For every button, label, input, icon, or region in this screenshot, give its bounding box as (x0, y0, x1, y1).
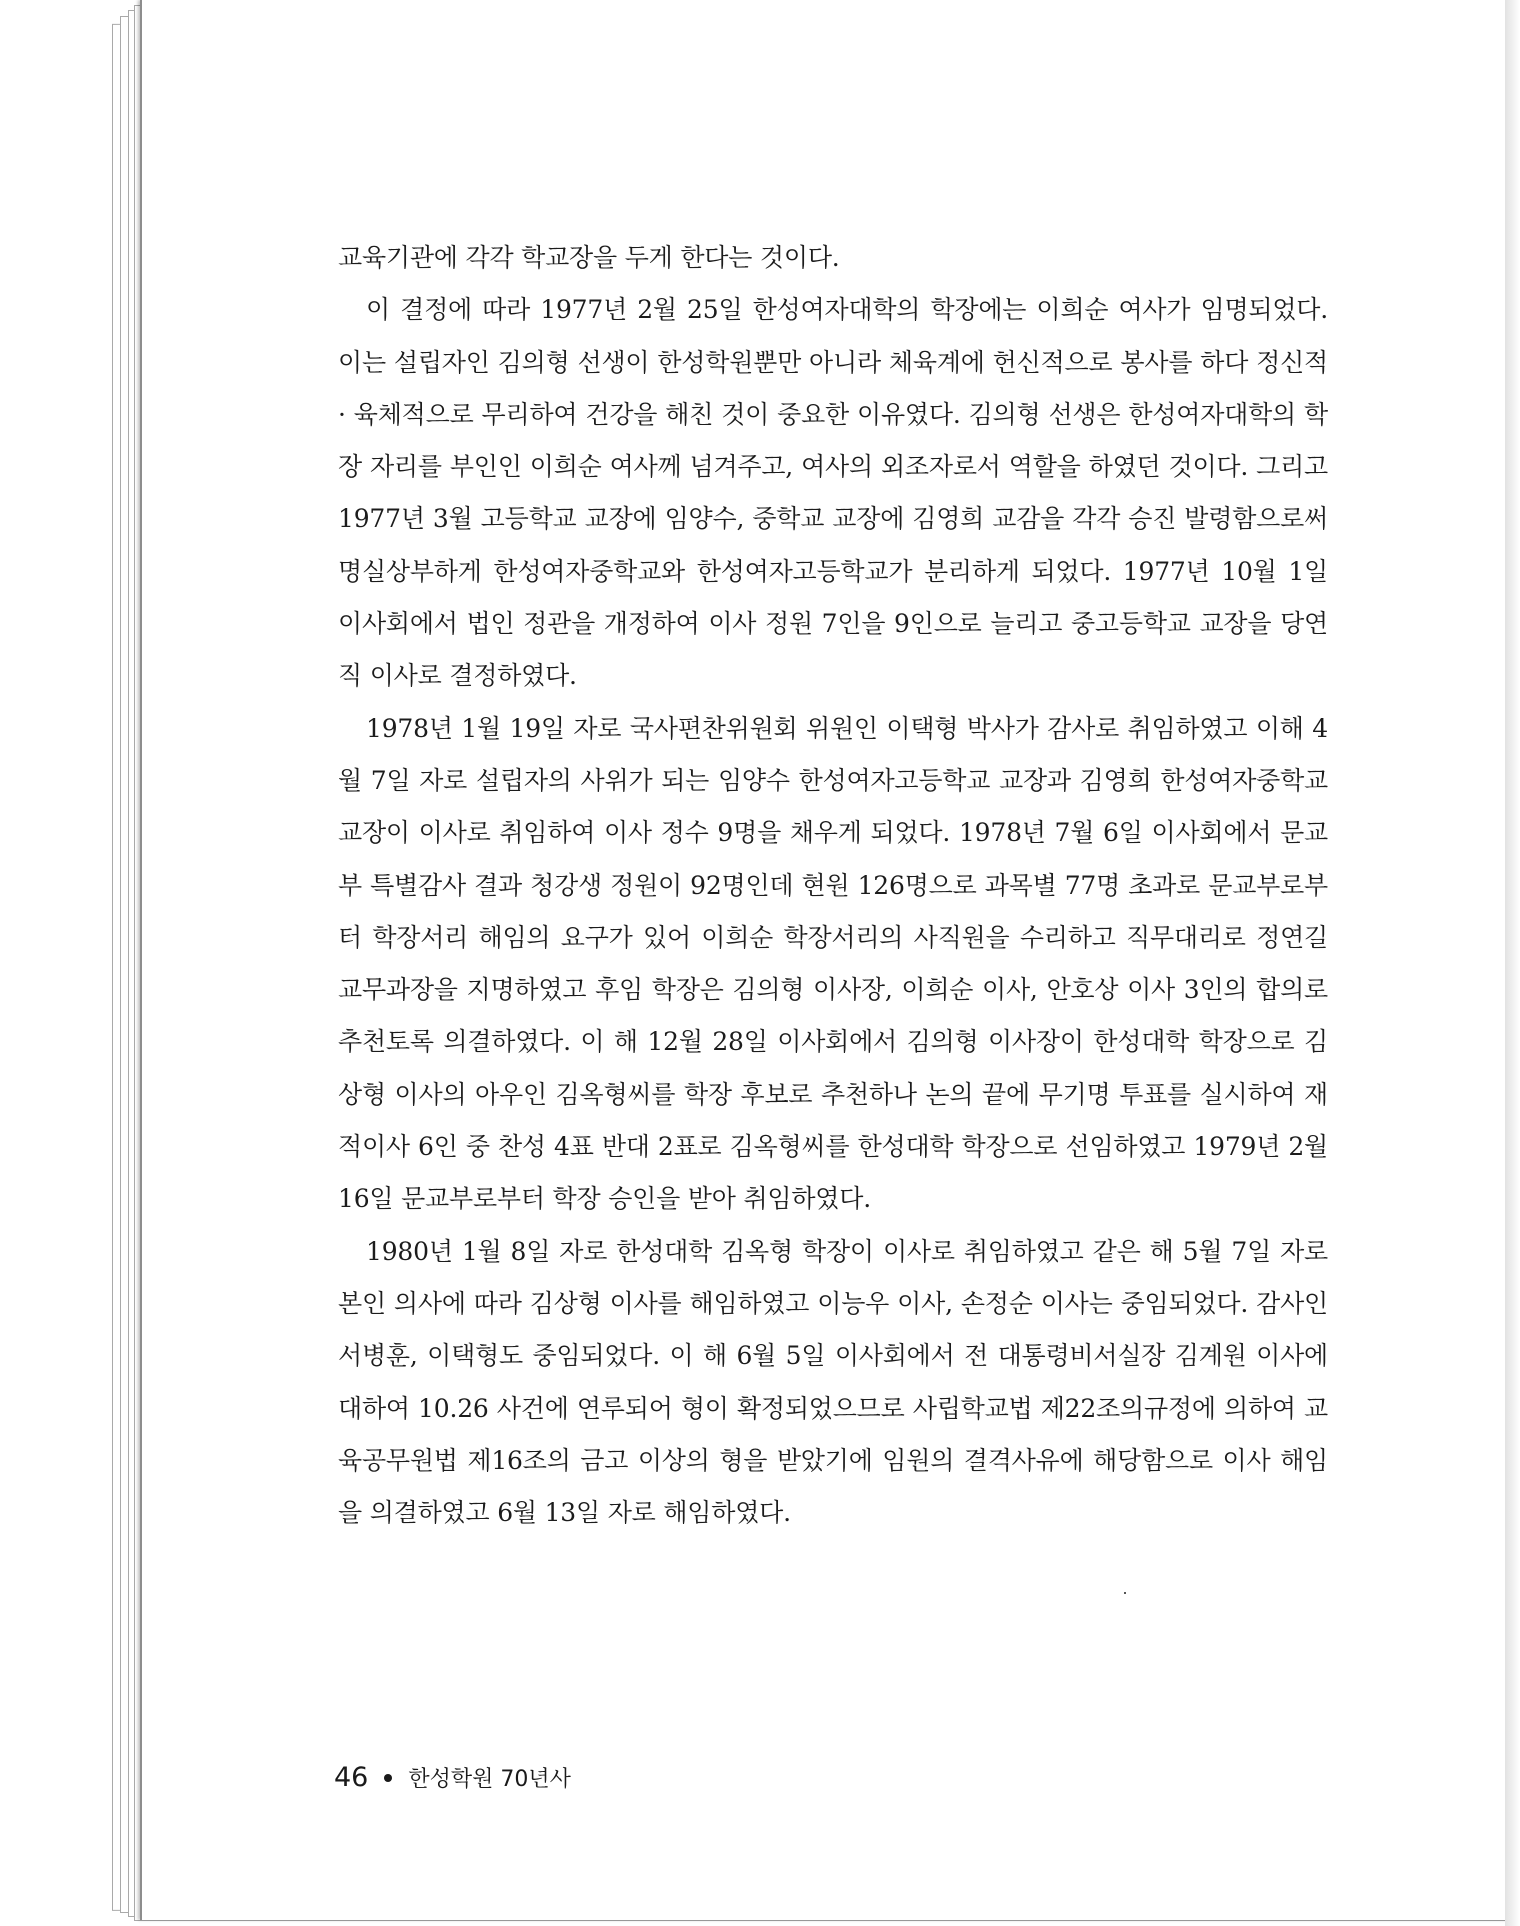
paragraph-1978-events: 1978년 1월 19일 자로 국사편찬위원회 위원인 이택형 박사가 감사로 취임하였고 이해 4월 7일 자로 설립자의 사위가 되는 임양수 한성여자고등학교 교장과 김영희 한성여자중학교 교장이 이사로 취임하여 이사 정수 9명을 채우게 되었다. 1978년 7월 6일 이사회에서 문교부 특별감사 결과 청강생 정원이 92명인데 현원 126명으로 과목별 77명 초과로 문교부로부터 학장서리 해임의 요구가 있어 이희순 학장서리의 사직원을 수리하고 직무대리로 정연길 교무과장을 지명하였고 후임 학장은 김의형 이사장, 이희순 이사, 안호상 이사 3인의 합의로 추천토록 의결하였다. 이 해 12월 28일 이사회에서 김의형 이사장이 한성대학 학장으로 김상형 이사의 아우인 김옥형씨를 학장 후보로 추천하나 논의 끝에 무기명 투표를 실시하여 재적이사 6인 중 찬성 4표 반대 2표로 김옥형씨를 한성대학 학장으로 선임하였고 1979년 2월 16일 문교부로부터 학장 승인을 받아 취임하였다. (338, 713, 1328, 1214)
bullet-icon (384, 1774, 392, 1782)
body-text (338, 232, 1328, 1539)
page-gutter-shadow (1505, 0, 1520, 1926)
paragraph-1980-events: 1980년 1월 8일 자로 한성대학 김옥형 학장이 이사로 취임하였고 같은 해 5월 7일 자로 본인 의사에 따라 김상형 이사를 해임하였고 이능우 이사, 손정순 이사는 중임되었다. 감사인 서병훈, 이택형도 중임되었다. 이 해 6월 5일 이사회에서 전 대통령비서실장 김계원 이사에 대하여 10.26 사건에 연루되어 형이 확정되었으므로 사립학교법 제22조의규정에 의하여 교육공무원법 제16조의 금고 이상의 형을 받았기에 임원의 결격사유에 해당함으로 이사 해임을 의결하였고 6월 13일 자로 해임하였다. (338, 1236, 1328, 1528)
page-number: 46 (334, 1762, 369, 1793)
page-footer (334, 1762, 571, 1793)
paragraph-continuation: 교육기관에 각각 학교장을 두게 한다는 것이다. (338, 243, 840, 272)
book-title: 한성학원 70년사 (408, 1767, 571, 1792)
scan-speck (1124, 1592, 1126, 1594)
paragraph-1977-decision: 이 결정에 따라 1977년 2월 25일 한성여자대학의 학장에는 이희순 여사가 임명되었다. 이는 설립자인 김의형 선생이 한성학원뿐만 아니라 체육계에 헌신적으로 봉사를 하다 정신적 · 육체적으로 무리하여 건강을 해친 것이 중요한 이유였다. 김의형 선생은 한성여자대학의 학장 자리를 부인인 이희순 여사께 넘겨주고, 여사의 외조자로서 역할을 하였던 것이다. 그리고 1977년 3월 고등학교 교장에 임양수, 중학교 교장에 김영희 교감을 각각 승진 발령함으로써 명실상부하게 한성여자중학교와 한성여자고등학교가 분리하게 되었다. 1977년 10월 1일 이사회에서 법인 정관을 개정하여 이사 정원 7인을 9인으로 늘리고 중고등학교 교장을 당연직 이사로 결정하였다. (338, 295, 1328, 691)
